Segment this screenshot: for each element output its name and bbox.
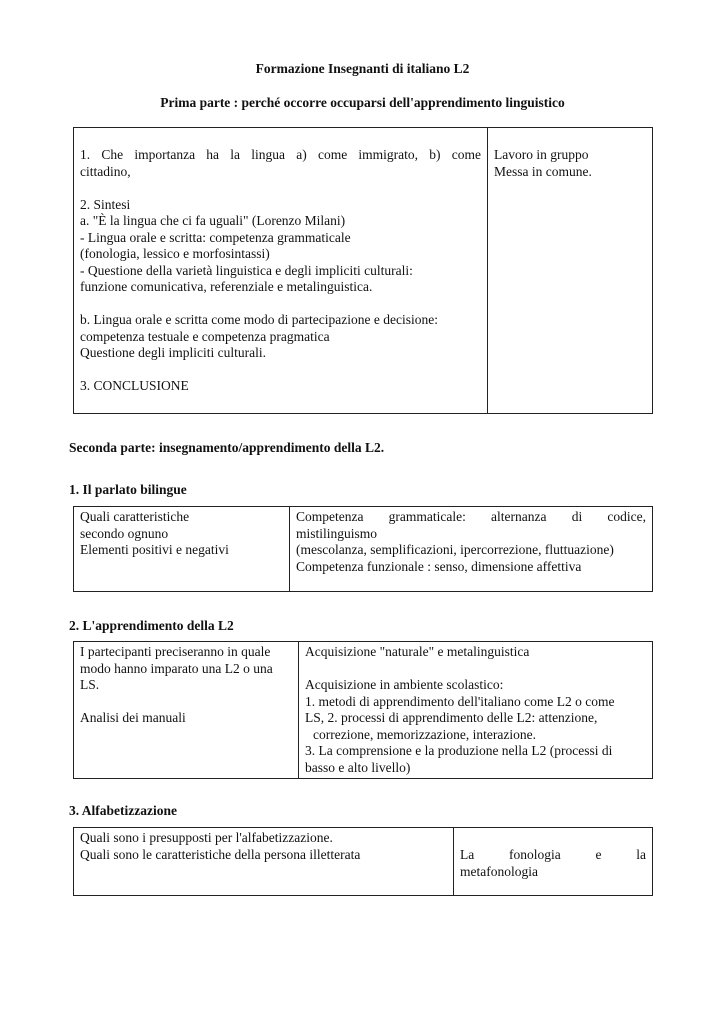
section-three-right-cell — [454, 828, 653, 896]
section-three-left-cell — [74, 828, 454, 896]
cell-line: LS, 2. processi di apprendimento delle L2: attenzione, — [305, 710, 598, 725]
cell-line: modo hanno imparato una L2 o una — [80, 660, 273, 676]
part-two-heading: Seconda parte: insegnamento/apprendimento della L2. — [69, 440, 385, 455]
cell-line: 1. metodi di apprendimento dell'italiano come L2 o come — [305, 693, 615, 709]
section-two-right-cell — [299, 642, 653, 779]
cell-line: Elementi positivi e negativi — [80, 542, 229, 557]
question-line: 1. Che importanza ha la lingua a) come immigrato, b) come — [80, 147, 481, 162]
sintesi-line: funzione comunicativa, referenziale e metalinguistica. — [80, 279, 373, 294]
sintesi-line: - Lingua orale e scritta: competenza grammaticale — [80, 229, 351, 245]
cell-line: mistilinguismo — [296, 525, 378, 541]
cell-line: secondo ognuno — [80, 525, 169, 541]
part-one-table — [73, 127, 653, 414]
cell-line: I partecipanti preciseranno in quale — [80, 644, 271, 659]
cell-line: (mescolanza, semplificazioni, ipercorrezione, fluttuazione) — [296, 542, 614, 557]
section-three-table — [73, 827, 653, 896]
sintesi-line: (fonologia, lessico e morfosintassi) — [80, 246, 270, 261]
part-one-activity-cell — [488, 128, 653, 414]
cell-line: Quali caratteristiche — [80, 509, 190, 524]
activity-line: Lavoro in gruppo — [494, 147, 589, 162]
conclusione-line: 3. CONCLUSIONE — [80, 378, 189, 393]
section-three-heading: 3. Alfabetizzazione — [69, 803, 177, 818]
cell-line: basso e alto livello) — [305, 759, 411, 775]
partecipazione-line: competenza testuale e competenza pragmatica — [80, 328, 330, 344]
sintesi-line: a. "È la lingua che ci fa uguali" (Lorenzo Milani) — [80, 213, 346, 228]
cell-line: 3. La comprensione e la produzione nella L2 (processi di — [305, 743, 613, 758]
section-one-heading: 1. Il parlato bilingue — [69, 482, 187, 497]
section-one-right-cell — [290, 507, 653, 592]
cell-line: Quali sono le caratteristiche della persona illetterata — [80, 846, 361, 862]
cell-line: Competenza funzionale : senso, dimensione affettiva — [296, 558, 582, 574]
cell-line: Acquisizione in ambiente scolastico: — [305, 677, 504, 692]
section-two-table — [73, 641, 653, 779]
sintesi-line: 2. Sintesi — [80, 196, 131, 212]
sintesi-line: - Questione della varietà linguistica e degli impliciti culturali: — [80, 262, 413, 278]
part-one-title: Prima parte : perché occorre occuparsi dell'apprendimento linguistico — [160, 95, 565, 110]
cell-line: Quali sono i presupposti per l'alfabetizzazione. — [80, 830, 333, 845]
cell-line: Acquisizione "naturale" e metalinguistica — [305, 644, 530, 659]
cell-line: correzione, memorizzazione, interazione. — [313, 726, 537, 742]
partecipazione-line: b. Lingua orale e scritta come modo di partecipazione e decisione: — [80, 312, 438, 327]
document-title: Formazione Insegnanti di italiano L2 — [255, 61, 470, 76]
section-one-table — [73, 506, 653, 592]
question-line: cittadino, — [80, 163, 131, 179]
section-two-heading: 2. L'apprendimento della L2 — [69, 618, 234, 633]
activity-line: Messa in comune. — [494, 163, 592, 179]
cell-line: Analisi dei manuali — [80, 710, 186, 725]
cell-line: La fonologia e la — [460, 847, 646, 862]
part-one-content-cell — [74, 128, 488, 414]
partecipazione-line: Questione degli impliciti culturali. — [80, 345, 266, 360]
section-two-left-cell — [74, 642, 299, 779]
cell-line: Competenza grammaticale: alternanza di codice, — [296, 509, 646, 524]
cell-line: metafonologia — [460, 863, 538, 879]
cell-line: LS. — [80, 677, 100, 692]
section-one-left-cell — [74, 507, 290, 592]
